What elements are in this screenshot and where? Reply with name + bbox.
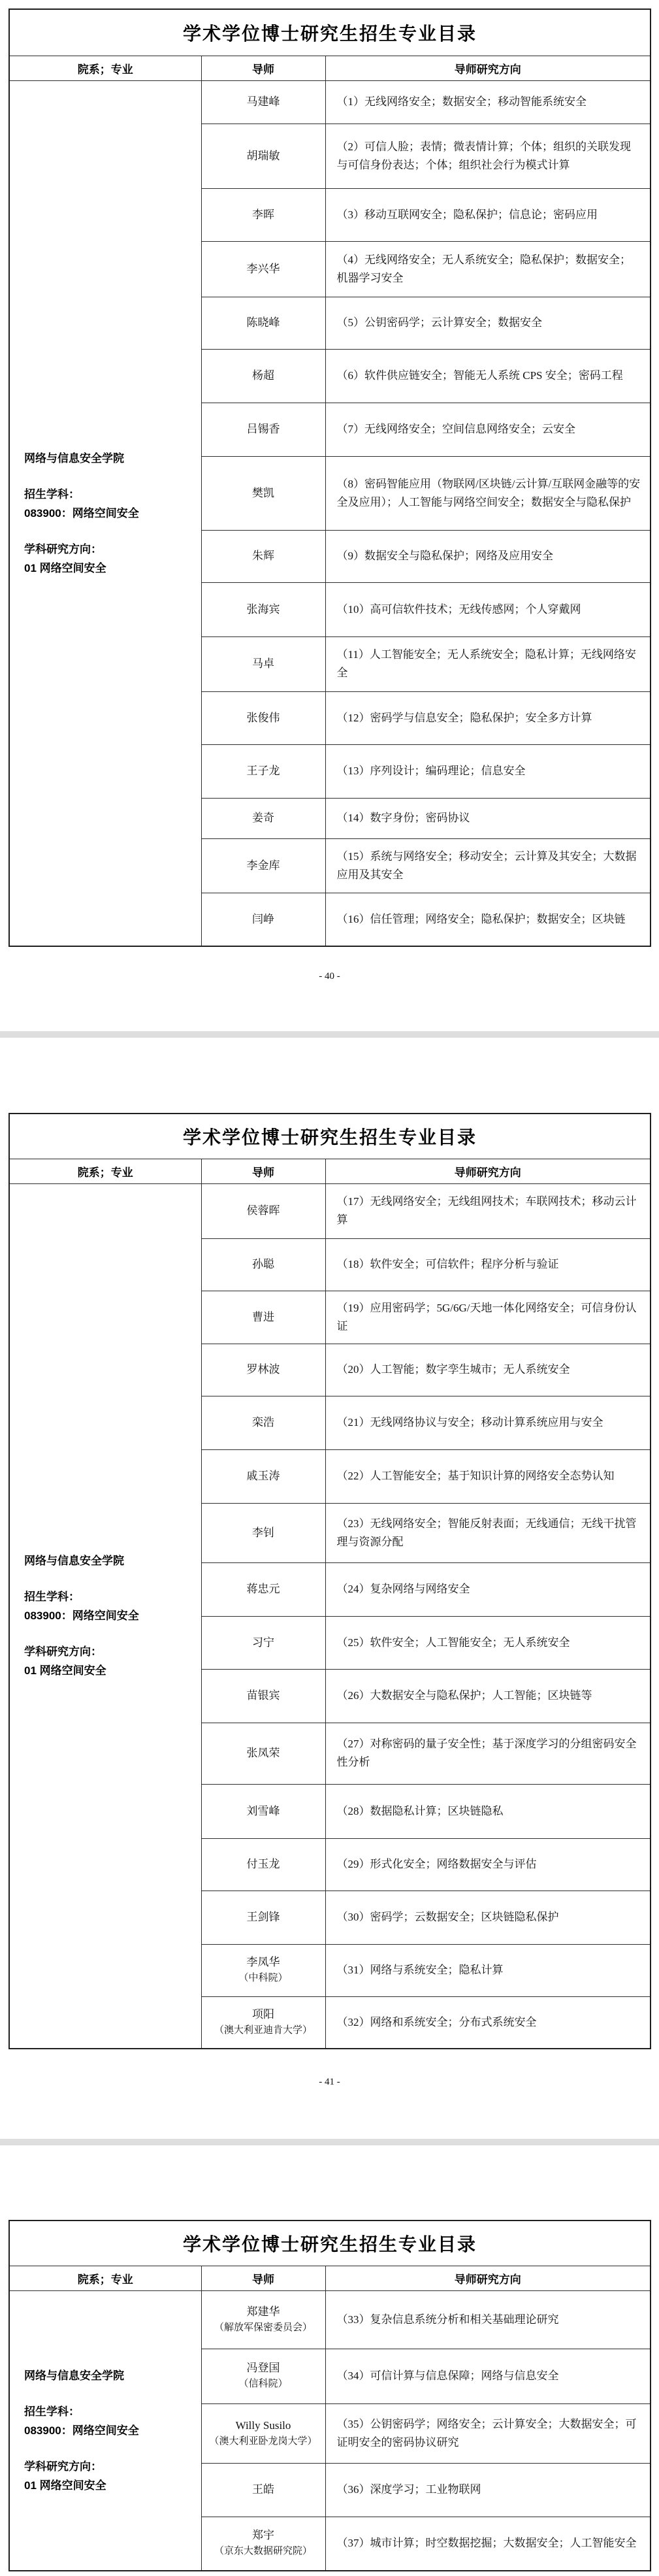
advisor-name-cell [201, 403, 325, 456]
advisor-name-cell [201, 2403, 325, 2463]
advisor-name-cell [201, 893, 325, 946]
advisor-name-cell [201, 2290, 325, 2349]
research-direction-cell: （37）城市计算；时空数据挖掘；大数据安全；人工智能安全 [325, 2517, 651, 2571]
page-title: 学术学位博士研究生招生专业目录 [9, 2221, 651, 2266]
admission-subject-value: 083900：网络空间安全 [24, 2424, 139, 2437]
department-cell [9, 2290, 201, 2571]
advisor-name: 李晖 [252, 208, 274, 221]
advisor-name-cell [201, 1183, 325, 1238]
research-direction-cell: （25）软件安全；人工智能安全；无人系统安全 [325, 1616, 651, 1669]
advisor-name: 李凤华 [246, 1956, 280, 1968]
advisor-name: 郑建华 [246, 2305, 280, 2318]
research-direction-cell: （26）大数据安全与隐私保护；人工智能；区块链等 [325, 1669, 651, 1723]
research-direction-cell: （34）可信计算与信息保障；网络与信息安全 [325, 2349, 651, 2403]
advisor-name-cell [201, 1891, 325, 1944]
admission-subject-label: 招生学科： [24, 487, 80, 501]
research-direction-cell: （7）无线网络安全；空间信息网络安全；云安全 [325, 403, 651, 456]
research-direction-cell: （11）人工智能安全；无人系统安全；隐私计算；无线网络安全 [325, 636, 651, 691]
college-name: 网络与信息安全学院 [24, 1555, 124, 1568]
advisor-affiliation: （解放军保密委员会） [214, 2322, 312, 2333]
advisor-affiliation: （京东大数据研究院） [214, 2546, 312, 2557]
advisor-name: 陈晓峰 [246, 316, 280, 329]
catalog-table-page-40 [8, 8, 651, 947]
department-cell [9, 80, 201, 946]
department-cell [9, 1183, 201, 2049]
advisor-name: 李兴华 [246, 262, 280, 275]
advisor-name-cell [201, 124, 325, 188]
column-header-dept: 院系；专业 [9, 56, 201, 80]
advisor-affiliation: （信科院） [238, 2379, 288, 2389]
advisor-name: 付玉龙 [246, 1858, 280, 1870]
research-direction-cell: （36）深度学习；工业物联网 [325, 2463, 651, 2517]
research-direction-cell: （1）无线网络安全；数据安全；移动智能系统安全 [325, 80, 651, 124]
column-header-advisor: 导师 [201, 1159, 325, 1183]
research-direction-cell: （35）公钥密码学；网络安全；云计算安全；大数据安全；可证明安全的密码协议研究 [325, 2403, 651, 2463]
table-header-row [9, 1159, 651, 1183]
page-title: 学术学位博士研究生招生专业目录 [9, 9, 651, 56]
research-direction-cell: （24）复杂网络与网络安全 [325, 1562, 651, 1616]
advisor-name-cell [201, 188, 325, 241]
advisor-name: 李钊 [252, 1526, 274, 1539]
table-header-row [9, 56, 651, 80]
spacer [24, 1570, 196, 1587]
advisor-name: 刘雪峰 [246, 1804, 280, 1817]
research-direction-label: 学科研究方向： [24, 542, 102, 555]
advisor-name: 马建峰 [246, 95, 280, 108]
advisor-name-cell [201, 2349, 325, 2403]
advisor-name-cell [201, 530, 325, 582]
advisor-name-cell [201, 1996, 325, 2049]
research-direction-cell: （12）密码学与信息安全；隐私保护；安全多方计算 [325, 691, 651, 744]
research-direction-value: 01 网络空间安全 [24, 1664, 106, 1677]
research-direction-label: 学科研究方向： [24, 2460, 102, 2473]
advisor-name: 王子龙 [246, 765, 280, 777]
spacer [24, 2440, 196, 2457]
column-header-dept: 院系；专业 [9, 1159, 201, 1183]
table-row [9, 1183, 651, 1238]
research-direction-cell: （9）数据安全与隐私保护；网络及应用安全 [325, 530, 651, 582]
spacer [24, 523, 196, 540]
advisor-name: 李金库 [246, 859, 280, 872]
table-header-row [9, 2266, 651, 2290]
advisor-name: 马卓 [252, 657, 274, 670]
spacer [24, 1625, 196, 1642]
advisor-name: 姜奇 [252, 812, 274, 824]
catalog-table-page-41 [8, 1113, 651, 2049]
advisor-name: Willy Susilo [235, 2419, 291, 2432]
research-direction-cell: （23）无线网络安全；智能反射表面；无线通信；无线干扰管理与资源分配 [325, 1503, 651, 1562]
advisor-name-cell [201, 349, 325, 403]
advisor-name: 樊凯 [252, 486, 274, 499]
advisor-name: 苗银宾 [246, 1689, 280, 1702]
department-info [10, 2366, 201, 2495]
research-direction-value: 01 网络空间安全 [24, 2479, 106, 2492]
department-info [10, 449, 201, 578]
column-header-direction: 导师研究方向 [325, 1159, 651, 1183]
admission-subject-label: 招生学科： [24, 2405, 80, 2418]
advisor-name-cell [201, 1396, 325, 1449]
research-direction-cell: （10）高可信软件技术；无线传感网；个人穿戴网 [325, 582, 651, 636]
research-direction-label: 学科研究方向： [24, 1645, 102, 1659]
page-separator [0, 1031, 659, 1038]
advisor-name-cell [201, 582, 325, 636]
advisor-name: 朱辉 [252, 550, 274, 562]
department-info [10, 1551, 201, 1680]
admission-subject-label: 招生学科： [24, 1591, 80, 1604]
research-direction-cell: （32）网络和系统安全；分布式系统安全 [325, 1996, 651, 2049]
advisor-name: 习宁 [252, 1636, 274, 1649]
advisor-name-cell [201, 1669, 325, 1723]
table-title-row [9, 2221, 651, 2266]
research-direction-cell: （21）无线网络协议与安全；移动计算系统应用与安全 [325, 1396, 651, 1449]
advisor-name: 张海宾 [246, 603, 280, 616]
advisor-name: 侯蓉晖 [246, 1204, 280, 1217]
advisor-name-cell [201, 1944, 325, 1996]
advisor-name-cell [201, 456, 325, 530]
table-row [9, 80, 651, 124]
column-header-dept: 院系；专业 [9, 2266, 201, 2290]
advisor-name-cell [201, 1238, 325, 1291]
spacer [24, 2385, 196, 2402]
research-direction-cell: （19）应用密码学；5G/6G/天地一体化网络安全；可信身份认证 [325, 1291, 651, 1344]
page-title: 学术学位博士研究生招生专业目录 [9, 1114, 651, 1159]
advisor-name-cell [201, 1723, 325, 1784]
advisor-name: 栾浩 [252, 1416, 274, 1428]
advisor-name: 胡瑞敏 [246, 149, 280, 162]
research-direction-cell: （31）网络与系统安全；隐私计算 [325, 1944, 651, 1996]
research-direction-cell: （28）数据隐私计算；区块链隐私 [325, 1784, 651, 1838]
table-title-row [9, 1114, 651, 1159]
advisor-name: 曹进 [252, 1310, 274, 1323]
college-name: 网络与信息安全学院 [24, 452, 124, 465]
advisor-name-cell [201, 1344, 325, 1396]
research-direction-cell: （15）系统与网络安全；移动安全；云计算及其安全；大数据应用及其安全 [325, 838, 651, 893]
research-direction-cell: （18）软件安全；可信软件；程序分析与验证 [325, 1238, 651, 1291]
column-header-direction: 导师研究方向 [325, 2266, 651, 2290]
advisor-name: 吕锡香 [246, 423, 280, 435]
advisor-name-cell [201, 2517, 325, 2571]
advisor-name: 郑宇 [252, 2529, 274, 2542]
college-name: 网络与信息安全学院 [24, 2369, 124, 2382]
advisor-affiliation: （澳大利亚迪肯大学） [214, 2024, 312, 2036]
advisor-name-cell [201, 2463, 325, 2517]
research-direction-cell: （13）序列设计；编码理论；信息安全 [325, 744, 651, 798]
research-direction-cell: （8）密码智能应用（物联网/区块链/云计算/互联网金融等的安全及应用）；人工智能与网络空间安全；数据安全与隐私保护 [325, 456, 651, 530]
research-direction-cell: （3）移动互联网安全；隐私保护；信息论；密码应用 [325, 188, 651, 241]
table-row [9, 2290, 651, 2349]
table-title-row [9, 9, 651, 56]
advisor-name-cell [201, 798, 325, 838]
research-direction-cell: （30）密码学；云数据安全；区块链隐私保护 [325, 1891, 651, 1944]
advisor-name-cell [201, 1503, 325, 1562]
advisor-name-cell [201, 1616, 325, 1669]
advisor-name: 戚玉涛 [246, 1470, 280, 1482]
admission-subject-value: 083900：网络空间安全 [24, 506, 139, 520]
research-direction-cell: （16）信任管理；网络安全；隐私保护；数据安全；区块链 [325, 893, 651, 946]
research-direction-cell: （2）可信人脸；表情；微表情计算；个体；组织的关联发现与可信身份表达；个体；组织社会行为模式计算 [325, 124, 651, 188]
spacer [24, 468, 196, 485]
research-direction-value: 01 网络空间安全 [24, 561, 106, 574]
advisor-name: 王皓 [252, 2483, 274, 2496]
research-direction-cell: （17）无线网络安全；无线组网技术；车联网技术；移动云计算 [325, 1183, 651, 1238]
research-direction-cell: （14）数字身份；密码协议 [325, 798, 651, 838]
research-direction-cell: （5）公钥密码学；云计算安全；数据安全 [325, 297, 651, 349]
advisor-name-cell [201, 636, 325, 691]
advisor-name: 王剑锋 [246, 1911, 280, 1923]
page-number: - 41 - [319, 2077, 340, 2087]
research-direction-cell: （33）复杂信息系统分析和相关基础理论研究 [325, 2290, 651, 2349]
column-header-advisor: 导师 [201, 2266, 325, 2290]
column-header-direction: 导师研究方向 [325, 56, 651, 80]
advisor-name: 闫峥 [252, 912, 274, 925]
column-header-advisor: 导师 [201, 56, 325, 80]
research-direction-cell: （20）人工智能；数字孪生城市；无人系统安全 [325, 1344, 651, 1396]
page-number: - 40 - [319, 971, 340, 982]
advisor-name: 张俊伟 [246, 711, 280, 724]
advisor-name-cell [201, 691, 325, 744]
advisor-name: 项阳 [252, 2007, 274, 2021]
advisor-name-cell [201, 1291, 325, 1344]
advisor-name: 蒋忠元 [246, 1583, 280, 1595]
advisor-name-cell [201, 1838, 325, 1891]
advisor-name-cell [201, 80, 325, 124]
advisor-name: 孙聪 [252, 1258, 274, 1270]
advisor-name-cell [201, 1784, 325, 1838]
page-separator [0, 2139, 659, 2145]
advisor-name-cell [201, 1449, 325, 1503]
research-direction-cell: （27）对称密码的量子安全性；基于深度学习的分组密码安全性分析 [325, 1723, 651, 1784]
catalog-table-page-42 [8, 2220, 651, 2571]
advisor-name-cell [201, 297, 325, 349]
advisor-affiliation: （澳大利亚卧龙岗大学） [209, 2436, 317, 2447]
research-direction-cell: （29）形式化安全；网络数据安全与评估 [325, 1838, 651, 1891]
advisor-name: 罗林波 [246, 1363, 280, 1376]
research-direction-cell: （22）人工智能安全；基于知识计算的网络安全态势认知 [325, 1449, 651, 1503]
advisor-affiliation: （中科院） [238, 1973, 288, 1983]
advisor-name-cell [201, 241, 325, 297]
advisor-name-cell [201, 1562, 325, 1616]
research-direction-cell: （6）软件供应链安全；智能无人系统 CPS 安全；密码工程 [325, 349, 651, 403]
advisor-name-cell [201, 838, 325, 893]
advisor-name: 冯登国 [246, 2362, 280, 2374]
admission-subject-value: 083900：网络空间安全 [24, 1610, 139, 1623]
advisor-name: 杨超 [252, 369, 274, 382]
advisor-name: 张凤荣 [246, 1747, 280, 1759]
research-direction-cell: （4）无线网络安全；无人系统安全；隐私保护；数据安全；机器学习安全 [325, 241, 651, 297]
advisor-name-cell [201, 744, 325, 798]
